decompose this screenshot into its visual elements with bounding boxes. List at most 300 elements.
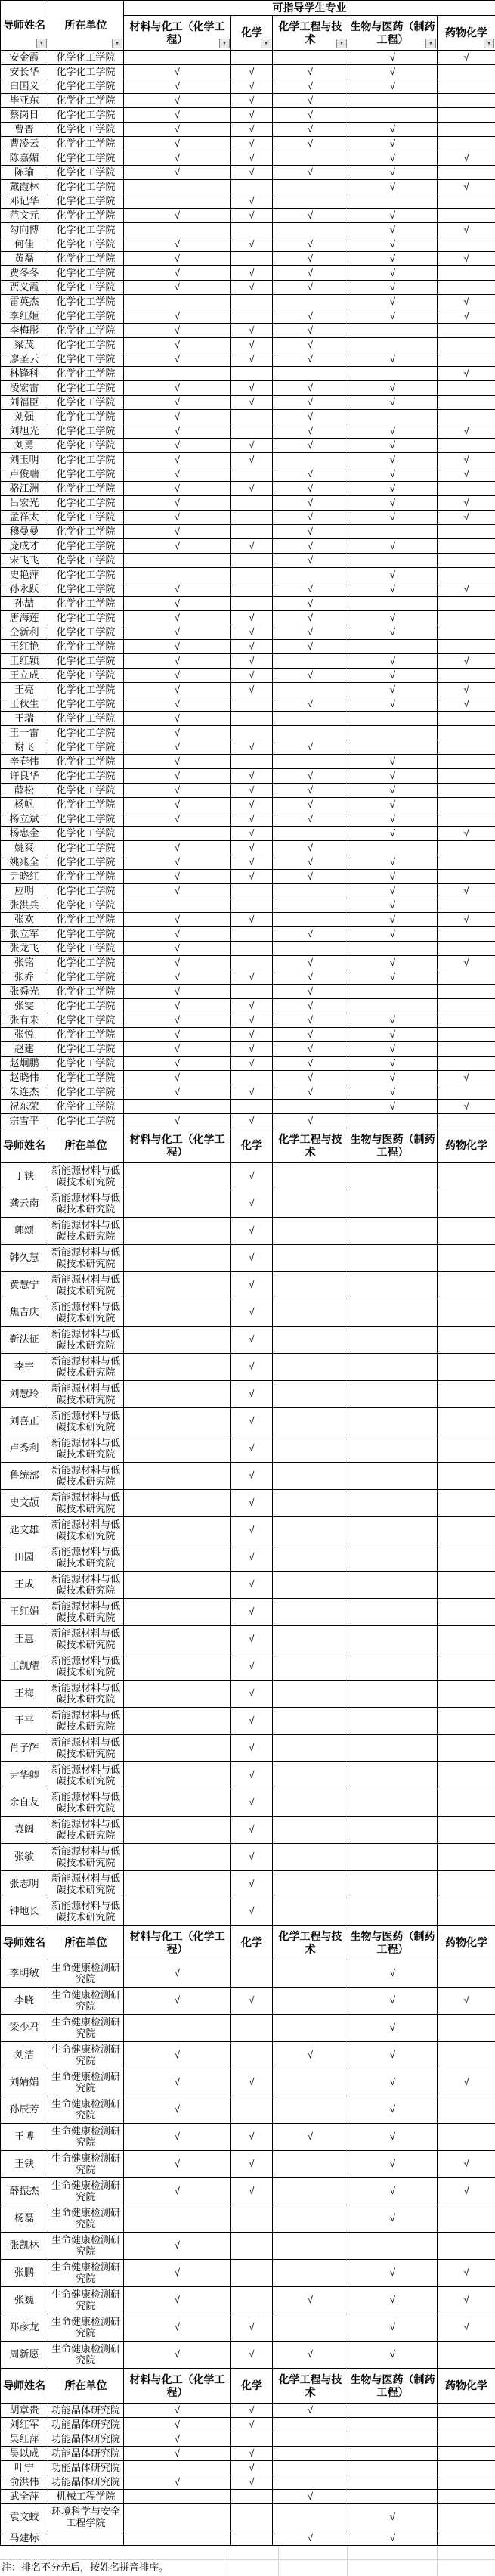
check-cell-checked[interactable]: √ <box>348 381 438 396</box>
check-cell-empty[interactable] <box>273 1988 348 2015</box>
teacher-name-cell[interactable]: 贾义霞 <box>1 281 48 295</box>
check-cell-checked[interactable]: √ <box>124 79 231 94</box>
check-cell-checked[interactable]: √ <box>438 2069 495 2096</box>
check-cell-empty[interactable] <box>231 597 273 611</box>
teacher-name-cell[interactable]: 龚云南 <box>1 1190 48 1218</box>
check-cell-empty[interactable] <box>348 1245 438 1272</box>
check-cell-checked[interactable]: √ <box>348 582 438 597</box>
check-cell-checked[interactable]: √ <box>124 2260 231 2287</box>
check-cell-checked[interactable]: √ <box>231 65 273 79</box>
check-cell-empty[interactable] <box>124 827 231 841</box>
check-cell-empty[interactable] <box>231 2504 273 2531</box>
check-cell-checked[interactable]: √ <box>348 2287 438 2314</box>
check-cell-checked[interactable]: √ <box>231 1463 273 1490</box>
check-cell-empty[interactable] <box>438 1517 495 1544</box>
check-cell-empty[interactable] <box>438 841 495 855</box>
check-cell-empty[interactable] <box>438 1042 495 1057</box>
unit-cell[interactable]: 新能源材料与低碳技术研究院 <box>48 1163 124 1190</box>
check-cell-empty[interactable] <box>124 1544 231 1572</box>
unit-cell[interactable]: 新能源材料与低碳技术研究院 <box>48 1354 124 1381</box>
check-cell-checked[interactable]: √ <box>273 309 348 324</box>
check-cell-empty[interactable] <box>231 410 273 424</box>
check-cell-empty[interactable] <box>124 1626 231 1653</box>
check-cell-empty[interactable] <box>438 669 495 683</box>
check-cell-checked[interactable]: √ <box>231 209 273 223</box>
check-cell-empty[interactable] <box>273 1735 348 1762</box>
check-cell-empty[interactable] <box>348 108 438 123</box>
check-cell-checked[interactable]: √ <box>273 338 348 352</box>
unit-cell[interactable]: 化学化工学院 <box>48 309 124 324</box>
check-cell-empty[interactable] <box>231 582 273 597</box>
check-cell-checked[interactable]: √ <box>438 827 495 841</box>
check-cell-empty[interactable] <box>438 2475 495 2490</box>
check-cell-empty[interactable] <box>438 108 495 123</box>
check-cell-checked[interactable]: √ <box>124 913 231 927</box>
check-cell-empty[interactable] <box>348 1626 438 1653</box>
teacher-name-cell[interactable]: 郭颂 <box>1 1218 48 1245</box>
check-cell-checked[interactable]: √ <box>231 2178 273 2205</box>
unit-cell[interactable]: 生命健康检测研究院 <box>48 2069 124 2096</box>
check-cell-checked[interactable]: √ <box>348 669 438 683</box>
filter-dropdown-icon[interactable]: ▼ <box>336 39 347 48</box>
check-cell-empty[interactable] <box>124 1190 231 1218</box>
teacher-name-cell[interactable]: 赵炯鹏 <box>1 1057 48 1071</box>
check-cell-empty[interactable] <box>348 726 438 740</box>
check-cell-empty[interactable] <box>438 1085 495 1100</box>
teacher-name-cell[interactable]: 朱连杰 <box>1 1085 48 1100</box>
check-cell-empty[interactable] <box>273 2418 348 2432</box>
check-cell-empty[interactable] <box>438 2205 495 2233</box>
unit-cell[interactable]: 化学化工学院 <box>48 683 124 697</box>
check-cell-checked[interactable]: √ <box>273 2490 348 2504</box>
check-cell-empty[interactable] <box>348 1218 438 1245</box>
teacher-name-cell[interactable]: 薛松 <box>1 784 48 798</box>
check-cell-checked[interactable]: √ <box>231 2124 273 2151</box>
check-cell-checked[interactable]: √ <box>438 180 495 194</box>
teacher-name-cell[interactable]: 韩久慧 <box>1 1245 48 1272</box>
teacher-name-cell[interactable]: 吴以成 <box>1 2447 48 2461</box>
teacher-name-cell[interactable]: 胡章贵 <box>1 2404 48 2418</box>
check-cell-checked[interactable]: √ <box>231 1572 273 1599</box>
check-cell-checked[interactable]: √ <box>124 927 231 942</box>
unit-cell[interactable]: 新能源材料与低碳技术研究院 <box>48 1599 124 1626</box>
check-cell-checked[interactable]: √ <box>231 1381 273 1408</box>
check-cell-checked[interactable]: √ <box>124 439 231 453</box>
check-cell-empty[interactable] <box>273 1789 348 1817</box>
check-cell-empty[interactable] <box>273 1960 348 1988</box>
check-cell-checked[interactable]: √ <box>348 396 438 410</box>
check-cell-empty[interactable] <box>438 137 495 151</box>
teacher-name-cell[interactable]: 张雯 <box>1 999 48 1013</box>
check-cell-checked[interactable]: √ <box>124 525 231 539</box>
check-cell-checked[interactable]: √ <box>348 137 438 151</box>
check-cell-checked[interactable]: √ <box>348 352 438 367</box>
check-cell-empty[interactable] <box>348 1572 438 1599</box>
check-cell-checked[interactable]: √ <box>273 841 348 855</box>
check-cell-empty[interactable] <box>273 2096 348 2124</box>
check-cell-checked[interactable]: √ <box>231 396 273 410</box>
check-cell-checked[interactable]: √ <box>231 669 273 683</box>
check-cell-checked[interactable]: √ <box>124 2404 231 2418</box>
check-cell-empty[interactable] <box>438 784 495 798</box>
check-cell-checked[interactable]: √ <box>124 2475 231 2490</box>
check-cell-empty[interactable] <box>124 1354 231 1381</box>
teacher-name-cell[interactable]: 杨立斌 <box>1 812 48 827</box>
check-cell-checked[interactable]: √ <box>231 2461 273 2475</box>
check-cell-empty[interactable] <box>438 123 495 137</box>
unit-cell[interactable]: 化学化工学院 <box>48 999 124 1013</box>
check-cell-empty[interactable] <box>348 1844 438 1871</box>
check-cell-checked[interactable]: √ <box>273 511 348 525</box>
check-cell-checked[interactable]: √ <box>124 108 231 123</box>
teacher-name-cell[interactable]: 张龙飞 <box>1 942 48 956</box>
check-cell-checked[interactable]: √ <box>348 223 438 237</box>
check-cell-empty[interactable] <box>273 726 348 740</box>
check-cell-empty[interactable] <box>348 1272 438 1299</box>
check-cell-checked[interactable]: √ <box>348 511 438 525</box>
unit-cell[interactable]: 新能源材料与低碳技术研究院 <box>48 1272 124 1299</box>
check-cell-empty[interactable] <box>273 1163 348 1190</box>
check-cell-checked[interactable]: √ <box>273 855 348 870</box>
check-cell-empty[interactable] <box>124 1408 231 1435</box>
check-cell-checked[interactable]: √ <box>124 482 231 496</box>
check-cell-empty[interactable] <box>273 51 348 65</box>
unit-cell[interactable]: 化学化工学院 <box>48 942 124 956</box>
check-cell-empty[interactable] <box>231 51 273 65</box>
check-cell-checked[interactable]: √ <box>348 625 438 640</box>
check-cell-empty[interactable] <box>438 1708 495 1735</box>
unit-cell[interactable]: 化学化工学院 <box>48 784 124 798</box>
check-cell-empty[interactable] <box>273 2475 348 2490</box>
unit-cell[interactable]: 化学化工学院 <box>48 324 124 338</box>
check-cell-empty[interactable] <box>438 611 495 625</box>
check-cell-checked[interactable]: √ <box>124 237 231 252</box>
check-cell-checked[interactable]: √ <box>438 1071 495 1085</box>
check-cell-checked[interactable]: √ <box>348 2504 438 2531</box>
check-cell-checked[interactable]: √ <box>348 51 438 65</box>
teacher-name-cell[interactable]: 安长华 <box>1 65 48 79</box>
check-cell-checked[interactable]: √ <box>438 309 495 324</box>
check-cell-empty[interactable] <box>273 151 348 166</box>
check-cell-empty[interactable] <box>348 841 438 855</box>
check-cell-checked[interactable]: √ <box>124 2151 231 2178</box>
check-cell-checked[interactable]: √ <box>438 1100 495 1114</box>
check-cell-empty[interactable] <box>273 2432 348 2447</box>
check-cell-checked[interactable]: √ <box>348 295 438 309</box>
check-cell-checked[interactable]: √ <box>438 2178 495 2205</box>
unit-cell[interactable]: 化学化工学院 <box>48 970 124 985</box>
teacher-name-cell[interactable]: 郑彦龙 <box>1 2314 48 2342</box>
unit-cell[interactable]: 生命健康检测研究院 <box>48 1960 124 1988</box>
check-cell-checked[interactable]: √ <box>348 2069 438 2096</box>
check-cell-checked[interactable]: √ <box>124 625 231 640</box>
check-cell-checked[interactable]: √ <box>273 798 348 812</box>
check-cell-empty[interactable] <box>348 367 438 381</box>
check-cell-empty[interactable] <box>231 309 273 324</box>
check-cell-empty[interactable] <box>273 180 348 194</box>
check-cell-checked[interactable]: √ <box>124 166 231 180</box>
teacher-name-cell[interactable]: 应明 <box>1 884 48 898</box>
check-cell-checked[interactable]: √ <box>231 2475 273 2490</box>
check-cell-checked[interactable]: √ <box>124 2418 231 2432</box>
check-cell-empty[interactable] <box>231 956 273 970</box>
unit-cell[interactable]: 化学化工学院 <box>48 539 124 554</box>
check-cell-checked[interactable]: √ <box>231 2404 273 2418</box>
check-cell-empty[interactable] <box>348 2432 438 2447</box>
check-cell-empty[interactable] <box>438 65 495 79</box>
check-cell-checked[interactable]: √ <box>231 1163 273 1190</box>
check-cell-empty[interactable] <box>231 726 273 740</box>
check-cell-empty[interactable] <box>438 1057 495 1071</box>
check-cell-empty[interactable] <box>231 252 273 266</box>
check-cell-checked[interactable]: √ <box>348 870 438 884</box>
check-cell-checked[interactable]: √ <box>348 1028 438 1042</box>
unit-cell[interactable]: 化学化工学院 <box>48 65 124 79</box>
check-cell-checked[interactable]: √ <box>124 769 231 784</box>
unit-cell[interactable]: 化学化工学院 <box>48 467 124 482</box>
unit-cell[interactable]: 化学化工学院 <box>48 1028 124 1042</box>
check-cell-empty[interactable] <box>124 2504 231 2531</box>
check-cell-empty[interactable] <box>124 2531 231 2546</box>
check-cell-checked[interactable]: √ <box>124 798 231 812</box>
check-cell-empty[interactable] <box>438 2432 495 2447</box>
teacher-name-cell[interactable]: 吕宏光 <box>1 496 48 511</box>
teacher-name-cell[interactable]: 刘红军 <box>1 2418 48 2432</box>
check-cell-checked[interactable]: √ <box>124 712 231 726</box>
check-cell-empty[interactable] <box>124 51 231 65</box>
unit-cell[interactable]: 生命健康检测研究院 <box>48 2151 124 2178</box>
check-cell-checked[interactable]: √ <box>273 2042 348 2069</box>
check-cell-empty[interactable] <box>438 2342 495 2369</box>
unit-cell[interactable]: 化学化工学院 <box>48 1057 124 1071</box>
teacher-name-cell[interactable]: 刘洁 <box>1 2042 48 2069</box>
check-cell-empty[interactable] <box>348 640 438 654</box>
check-cell-checked[interactable]: √ <box>124 137 231 151</box>
unit-cell[interactable]: 生命健康检测研究院 <box>48 2287 124 2314</box>
check-cell-empty[interactable] <box>124 1299 231 1327</box>
teacher-name-cell[interactable]: 卢秀利 <box>1 1435 48 1463</box>
check-cell-checked[interactable]: √ <box>348 2205 438 2233</box>
check-cell-checked[interactable]: √ <box>348 784 438 798</box>
unit-cell[interactable]: 新能源材料与低碳技术研究院 <box>48 1572 124 1599</box>
unit-cell[interactable]: 化学化工学院 <box>48 252 124 266</box>
check-cell-empty[interactable] <box>124 1871 231 1898</box>
unit-cell[interactable]: 化学化工学院 <box>48 870 124 884</box>
teacher-name-cell[interactable]: 王平 <box>1 1708 48 1735</box>
check-cell-checked[interactable]: √ <box>124 309 231 324</box>
check-cell-checked[interactable]: √ <box>231 2418 273 2432</box>
check-cell-checked[interactable]: √ <box>124 999 231 1013</box>
check-cell-empty[interactable] <box>348 2447 438 2461</box>
unit-cell[interactable]: 化学化工学院 <box>48 812 124 827</box>
check-cell-checked[interactable]: √ <box>124 884 231 898</box>
check-cell-empty[interactable] <box>348 1871 438 1898</box>
check-cell-empty[interactable] <box>438 1381 495 1408</box>
check-cell-checked[interactable]: √ <box>124 582 231 597</box>
teacher-name-cell[interactable]: 祝东荣 <box>1 1100 48 1114</box>
check-cell-checked[interactable]: √ <box>124 453 231 467</box>
teacher-name-cell[interactable]: 戴霞林 <box>1 180 48 194</box>
unit-cell[interactable]: 化学化工学院 <box>48 913 124 927</box>
unit-cell[interactable]: 化学化工学院 <box>48 898 124 913</box>
check-cell-checked[interactable]: √ <box>124 266 231 281</box>
teacher-name-cell[interactable]: 袁文蛟 <box>1 2504 48 2531</box>
unit-cell[interactable]: 化学化工学院 <box>48 137 124 151</box>
unit-cell[interactable]: 化学化工学院 <box>48 511 124 525</box>
check-cell-checked[interactable]: √ <box>273 1071 348 1085</box>
check-cell-empty[interactable] <box>273 2069 348 2096</box>
check-cell-checked[interactable]: √ <box>231 913 273 927</box>
check-cell-empty[interactable] <box>273 1327 348 1354</box>
teacher-name-cell[interactable]: 刘喜正 <box>1 1408 48 1435</box>
teacher-name-cell[interactable]: 李宇 <box>1 1354 48 1381</box>
check-cell-checked[interactable]: √ <box>231 999 273 1013</box>
check-cell-checked[interactable]: √ <box>438 913 495 927</box>
check-cell-empty[interactable] <box>231 525 273 539</box>
check-cell-checked[interactable]: √ <box>231 1299 273 1327</box>
check-cell-checked[interactable]: √ <box>438 2260 495 2287</box>
check-cell-empty[interactable] <box>124 1381 231 1408</box>
check-cell-empty[interactable] <box>273 712 348 726</box>
check-cell-empty[interactable] <box>124 1735 231 1762</box>
check-cell-empty[interactable] <box>273 194 348 209</box>
check-cell-checked[interactable]: √ <box>231 812 273 827</box>
check-cell-empty[interactable] <box>273 568 348 582</box>
check-cell-checked[interactable]: √ <box>348 252 438 266</box>
check-cell-checked[interactable]: √ <box>438 467 495 482</box>
check-cell-empty[interactable] <box>273 827 348 841</box>
teacher-name-cell[interactable]: 何佳 <box>1 237 48 252</box>
check-cell-checked[interactable]: √ <box>231 352 273 367</box>
check-cell-checked[interactable]: √ <box>273 79 348 94</box>
check-cell-checked[interactable]: √ <box>231 1435 273 1463</box>
unit-cell[interactable]: 新能源材料与低碳技术研究院 <box>48 1817 124 1844</box>
filter-dropdown-icon[interactable]: ▼ <box>261 39 271 48</box>
check-cell-empty[interactable] <box>231 942 273 956</box>
check-cell-checked[interactable]: √ <box>348 970 438 985</box>
check-cell-checked[interactable]: √ <box>273 1013 348 1028</box>
check-cell-checked[interactable]: √ <box>231 1681 273 1708</box>
check-cell-empty[interactable] <box>231 985 273 999</box>
check-cell-empty[interactable] <box>348 1190 438 1218</box>
filter-dropdown-icon[interactable]: ▼ <box>484 39 494 48</box>
teacher-name-cell[interactable]: 毕亚东 <box>1 94 48 108</box>
check-cell-checked[interactable]: √ <box>231 1327 273 1354</box>
check-cell-checked[interactable]: √ <box>124 324 231 338</box>
check-cell-checked[interactable]: √ <box>348 2178 438 2205</box>
check-cell-empty[interactable] <box>438 1299 495 1327</box>
teacher-name-cell[interactable]: 张敏 <box>1 1844 48 1871</box>
check-cell-empty[interactable] <box>273 1354 348 1381</box>
teacher-name-cell[interactable]: 赵晓伟 <box>1 1071 48 1085</box>
check-cell-checked[interactable]: √ <box>348 1085 438 1100</box>
check-cell-empty[interactable] <box>348 1490 438 1517</box>
unit-cell[interactable]: 化学化工学院 <box>48 697 124 712</box>
check-cell-empty[interactable] <box>231 223 273 237</box>
check-cell-checked[interactable]: √ <box>273 1085 348 1100</box>
check-cell-empty[interactable] <box>438 985 495 999</box>
check-cell-checked[interactable]: √ <box>231 2069 273 2096</box>
check-cell-checked[interactable]: √ <box>438 496 495 511</box>
teacher-name-cell[interactable]: 孟祥太 <box>1 511 48 525</box>
check-cell-empty[interactable] <box>273 1490 348 1517</box>
check-cell-empty[interactable] <box>231 2490 273 2504</box>
teacher-name-cell[interactable]: 余自友 <box>1 1789 48 1817</box>
unit-cell[interactable]: 化学化工学院 <box>48 266 124 281</box>
check-cell-empty[interactable] <box>348 1163 438 1190</box>
unit-cell[interactable]: 新能源材料与低碳技术研究院 <box>48 1653 124 1681</box>
teacher-name-cell[interactable]: 勾向博 <box>1 223 48 237</box>
check-cell-empty[interactable] <box>438 1490 495 1517</box>
teacher-name-cell[interactable]: 靳法征 <box>1 1327 48 1354</box>
check-cell-checked[interactable]: √ <box>231 1272 273 1299</box>
check-cell-checked[interactable]: √ <box>124 151 231 166</box>
check-cell-empty[interactable] <box>273 2178 348 2205</box>
teacher-name-cell[interactable]: 李红姬 <box>1 309 48 324</box>
unit-cell[interactable]: 化学化工学院 <box>48 352 124 367</box>
check-cell-checked[interactable]: √ <box>348 2015 438 2042</box>
teacher-name-cell[interactable]: 杨磊 <box>1 2205 48 2233</box>
check-cell-empty[interactable] <box>348 338 438 352</box>
teacher-name-cell[interactable]: 周新愿 <box>1 2342 48 2369</box>
teacher-name-cell[interactable]: 武全萍 <box>1 2490 48 2504</box>
check-cell-checked[interactable]: √ <box>231 683 273 697</box>
check-cell-checked[interactable]: √ <box>231 841 273 855</box>
unit-cell[interactable]: 化学化工学院 <box>48 1100 124 1114</box>
check-cell-checked[interactable]: √ <box>231 539 273 554</box>
check-cell-checked[interactable]: √ <box>273 381 348 396</box>
teacher-name-cell[interactable]: 黄慧宁 <box>1 1272 48 1299</box>
check-cell-checked[interactable]: √ <box>124 942 231 956</box>
check-cell-empty[interactable] <box>273 1245 348 1272</box>
check-cell-empty[interactable] <box>438 166 495 180</box>
teacher-name-cell[interactable]: 凌宏雷 <box>1 381 48 396</box>
teacher-name-cell[interactable]: 田园 <box>1 1544 48 1572</box>
check-cell-checked[interactable]: √ <box>231 2314 273 2342</box>
check-cell-empty[interactable] <box>348 1517 438 1544</box>
unit-cell[interactable]: 环境科学与安全工程学院 <box>48 2504 124 2531</box>
unit-cell[interactable]: 化学化工学院 <box>48 884 124 898</box>
check-cell-empty[interactable] <box>273 2015 348 2042</box>
check-cell-checked[interactable]: √ <box>273 209 348 223</box>
filter-dropdown-icon[interactable]: ▼ <box>112 39 122 48</box>
unit-cell[interactable]: 机械工程学院 <box>48 2490 124 2504</box>
check-cell-checked[interactable]: √ <box>124 2342 231 2369</box>
check-cell-checked[interactable]: √ <box>348 769 438 784</box>
check-cell-checked[interactable]: √ <box>348 827 438 841</box>
check-cell-checked[interactable]: √ <box>124 1057 231 1071</box>
check-cell-checked[interactable]: √ <box>124 697 231 712</box>
check-cell-checked[interactable]: √ <box>348 2096 438 2124</box>
unit-cell[interactable]: 化学化工学院 <box>48 827 124 841</box>
check-cell-checked[interactable]: √ <box>273 1042 348 1057</box>
check-cell-empty[interactable] <box>124 367 231 381</box>
filter-dropdown-icon[interactable]: ▼ <box>219 39 230 48</box>
teacher-name-cell[interactable]: 刘婧娟 <box>1 2069 48 2096</box>
check-cell-checked[interactable]: √ <box>231 654 273 669</box>
unit-cell[interactable]: 化学化工学院 <box>48 338 124 352</box>
check-cell-checked[interactable]: √ <box>273 2287 348 2314</box>
unit-cell[interactable]: 生命健康检测研究院 <box>48 2015 124 2042</box>
check-cell-empty[interactable] <box>273 1435 348 1463</box>
check-cell-empty[interactable] <box>273 2205 348 2233</box>
check-cell-checked[interactable]: √ <box>273 956 348 970</box>
check-cell-checked[interactable]: √ <box>273 784 348 798</box>
teacher-name-cell[interactable]: 王铁 <box>1 2151 48 2178</box>
teacher-name-cell[interactable]: 张鹏 <box>1 2260 48 2287</box>
check-cell-empty[interactable] <box>438 1762 495 1789</box>
check-cell-empty[interactable] <box>231 554 273 568</box>
